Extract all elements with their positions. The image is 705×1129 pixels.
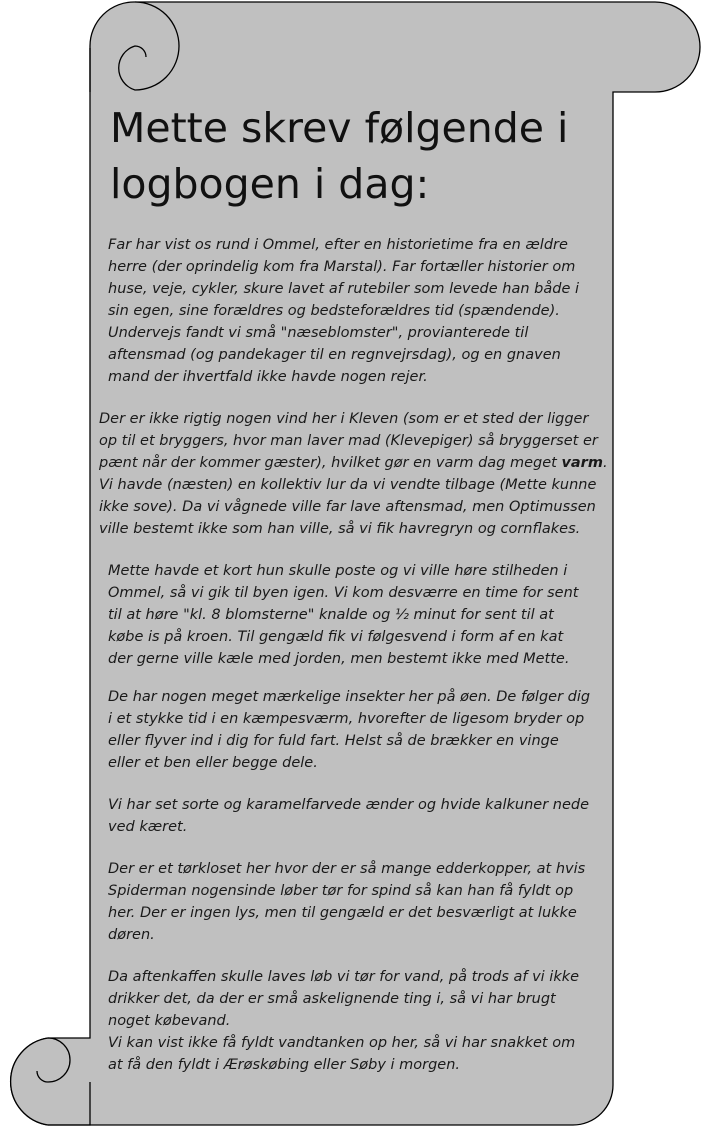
paragraph-kleven-part1: Der er ikke rigtig nogen vind her i Kleven (som er et sted der ligger op til et bryggers, hvor man laver mad (Klevepiger) så bryggerset er pænt når der kommer gæster), hvilket gør en varm dag meget xyxy=(99,411,598,471)
page-title: Mette skrev følgende i logbogen i dag: xyxy=(110,104,569,208)
paragraph-kleven xyxy=(99,408,614,540)
paragraph-toerkloset: Der er et tørkloset her hvor der er så mange edderkopper, at hvis Spiderman nogensinde løber tør for spind så kan han få fyldt op her. Der er ingen lys, men til gengæld er det besværligt at lukke døren. xyxy=(108,861,586,943)
paragraph-aender: Vi har set sorte og karamelfarvede ænder og hvide kalkuner nede ved kæret. xyxy=(108,797,589,835)
paragraph-vand: Da aftenkaffen skulle laves løb vi tør for vand, på trods af vi ikke drikker det, da der er små askelignende ting i, så vi har brugt noget købevand. Vi kan vist ikke få fyldt vandtanken op her, så vi har snakket om at få den fyldt i Ærøskøbing eller Søby i morgen. xyxy=(108,969,580,1073)
paragraph-kleven-part2: . Vi havde (næsten) en kollektiv lur da vi vendte tilbage (Mette kunne ikke sove). Da vi vågnede ville far lave aftensmad, men Optimussen ville bestemt ikke som han ville, så vi fik havregryn og cornflakes. xyxy=(99,455,608,537)
paragraph-stilheden: Mette havde et kort hun skulle poste og vi ville høre stilheden i Ommel, så vi gik til byen igen. Vi kom desværre en time for sent til at høre "kl. 8 blomsterne" knalde og ½ minut for sent til at købe is på kroen. Til gengæld fik vi følgesvend i form af en kat der gerne ville kæle med jorden, men bestemt ikke med Mette. xyxy=(108,563,579,667)
emphasis-varm: varm xyxy=(561,455,603,471)
paragraph-insekter: De har nogen meget mærkelige insekter her på øen. De følger dig i et stykke tid i en kæmpesværm, hvorefter de ligesom bryder op eller flyver ind i dig for fuld fart. Helst så de brækker en vinge eller et ben eller begge dele. xyxy=(108,689,591,771)
paragraph-ommel-tour: Far har vist os rund i Ommel, efter en historietime fra en ældre herre (der oprindelig kom fra Marstal). Far fortæller historier om huse, veje, cykler, skure lavet af rutebiler som levede han både i sin egen, sine forældres og bedsteforældres tid (spændende). Undervejs fandt vi små "næseblomster", provianterede til aftensmad (og pandekager til en regnvejrsdag), og en gnaven mand der ihvertfald ikke havde nogen rejer. xyxy=(108,237,580,385)
